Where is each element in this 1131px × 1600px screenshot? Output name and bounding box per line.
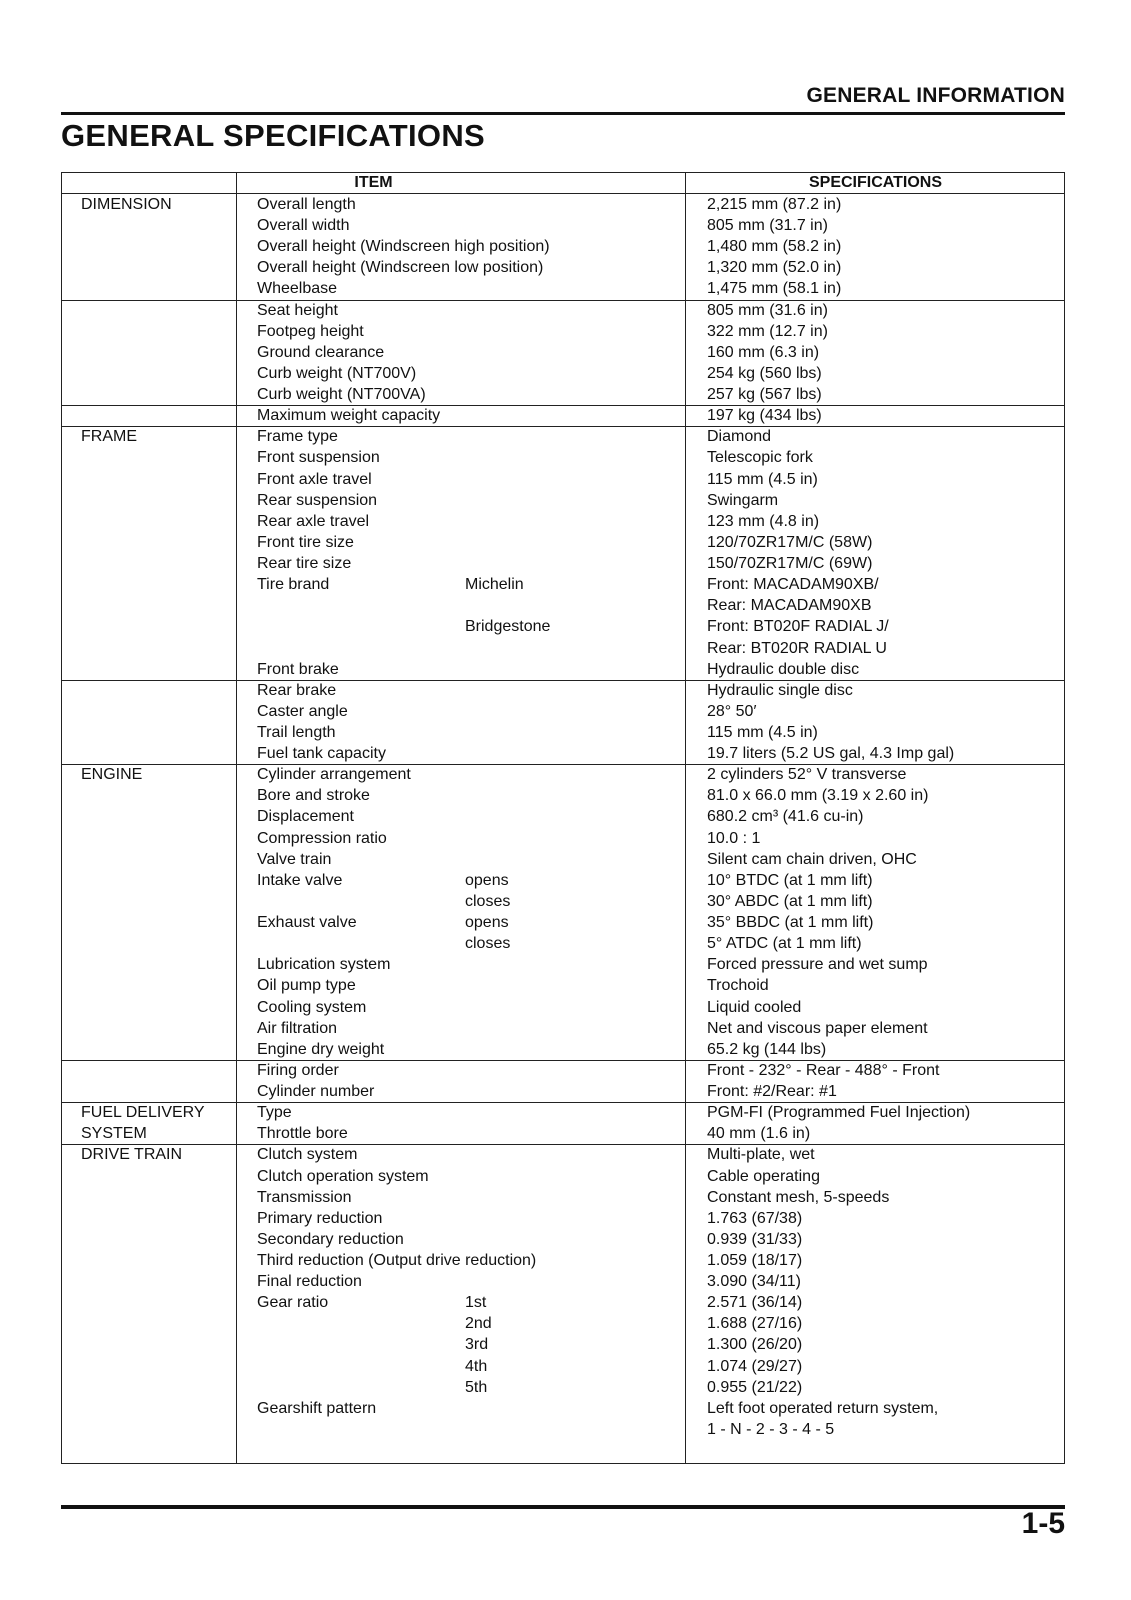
item-cell: Oil pump type: [257, 977, 356, 995]
specification-cell: PGM-FI (Programmed Fuel Injection): [707, 1104, 971, 1122]
item-cell: Cooling system: [257, 998, 367, 1016]
specification-cell: 123 mm (4.8 in): [707, 512, 820, 530]
row-group-divider: [62, 300, 1064, 301]
item-cell: Bore and stroke: [257, 787, 370, 805]
specification-cell: Front: #2/Rear: #1: [707, 1083, 837, 1101]
sub-item-cell: 1st: [465, 1294, 487, 1312]
item-cell: Footpeg height: [257, 322, 364, 340]
specification-cell: Diamond: [707, 428, 772, 446]
specification-cell: 0.939 (31/33): [707, 1230, 803, 1248]
specification-cell: 805 mm (31.7 in): [707, 217, 828, 235]
item-cell: Clutch system: [257, 1146, 358, 1164]
item-cell: Rear suspension: [257, 491, 378, 509]
specification-cell: 30° ABDC (at 1 mm lift): [707, 892, 873, 910]
item-cell: Fuel tank capacity: [257, 745, 386, 763]
section-header: GENERAL INFORMATION: [806, 84, 1065, 107]
item-cell: Third reduction (Output drive reduction): [257, 1252, 537, 1269]
category-cell: FRAME: [81, 428, 137, 446]
sub-item-cell: opens: [465, 914, 509, 932]
specification-cell: 1 - N - 2 - 3 - 4 - 5: [707, 1420, 835, 1438]
specification-cell: Trochoid: [707, 977, 769, 995]
column-header-specifications: SPECIFICATIONS: [808, 174, 943, 191]
row-group-divider: [62, 405, 1064, 406]
specification-cell: Hydraulic double disc: [707, 660, 860, 678]
specification-cell: 1.074 (29/27): [707, 1357, 803, 1375]
category-cell: DIMENSION: [81, 196, 172, 213]
specification-cell: 28° 50′: [707, 702, 757, 720]
item-cell: Rear axle travel: [257, 512, 370, 530]
row-group-divider: [62, 426, 1064, 427]
item-cell: Gearshift pattern: [257, 1399, 377, 1417]
specification-cell: 10.0 : 1: [707, 829, 761, 847]
item-cell: Type: [257, 1104, 292, 1122]
specification-cell: 197 kg (434 lbs): [707, 407, 822, 425]
specification-cell: 1.763 (67/38): [707, 1209, 803, 1227]
item-cell: Maximum weight capacity: [257, 407, 441, 425]
category-cell: DRIVE TRAIN: [81, 1146, 183, 1164]
item-cell: Overall length: [257, 196, 356, 213]
item-cell: Air filtration: [257, 1019, 338, 1037]
specification-cell: 115 mm (4.5 in): [707, 724, 818, 741]
specification-cell: Telescopic fork: [707, 449, 813, 467]
specification-cell: Rear: MACADAM90XB: [707, 597, 872, 615]
item-cell: Cylinder number: [257, 1083, 375, 1101]
item-cell: Intake valve: [257, 871, 343, 889]
item-cell: Cylinder arrangement: [257, 766, 411, 784]
sub-item-cell: 3rd: [465, 1336, 489, 1354]
item-cell: Overall width: [257, 217, 350, 235]
item-cell: Clutch operation system: [257, 1167, 429, 1185]
item-cell: Ground clearance: [257, 343, 385, 361]
specification-cell: 1,320 mm (52.0 in): [707, 259, 842, 277]
specification-cell: Hydraulic single disc: [707, 681, 853, 699]
specification-cell: 1,480 mm (58.2 in): [707, 238, 842, 256]
specification-cell: 35° BBDC (at 1 mm lift): [707, 914, 874, 932]
sub-item-cell: Michelin: [465, 576, 524, 594]
item-cell: Overall height (Windscreen low position): [257, 259, 544, 277]
item-cell: Throttle bore: [257, 1125, 348, 1143]
column-divider: [236, 173, 237, 1463]
column-header-item: ITEM: [354, 174, 393, 191]
item-cell: Front tire size: [257, 533, 354, 551]
header-rule: [61, 112, 1065, 115]
specification-cell: 115 mm (4.5 in): [707, 470, 818, 488]
specification-cell: Cable operating: [707, 1167, 820, 1185]
item-cell: Front suspension: [257, 449, 380, 467]
sub-item-cell: opens: [465, 871, 509, 889]
specification-cell: Front: BT020F RADIAL J/: [707, 618, 889, 636]
specification-cell: Silent cam chain driven, OHC: [707, 850, 917, 868]
item-cell: Curb weight (NT700V): [257, 364, 417, 382]
sub-item-cell: closes: [465, 892, 511, 910]
sub-item-cell: Bridgestone: [465, 618, 551, 636]
specification-cell: 1.059 (18/17): [707, 1252, 803, 1269]
item-cell: Curb weight (NT700VA): [257, 386, 426, 404]
specification-cell: 81.0 x 66.0 mm (3.19 x 2.60 in): [707, 787, 929, 805]
specification-cell: 160 mm (6.3 in): [707, 343, 820, 361]
specification-cell: 3.090 (34/11): [707, 1273, 801, 1291]
specifications-table: [61, 172, 1065, 1464]
specification-cell: Forced pressure and wet sump: [707, 956, 928, 974]
specification-cell: 120/70ZR17M/C (58W): [707, 533, 873, 551]
specification-cell: 254 kg (560 lbs): [707, 364, 822, 382]
item-cell: Caster angle: [257, 702, 348, 720]
category-cell: SYSTEM: [81, 1125, 147, 1143]
specification-cell: 19.7 liters (5.2 US gal, 4.3 Imp gal): [707, 745, 955, 763]
page-title: GENERAL SPECIFICATIONS: [61, 118, 485, 153]
item-cell: Displacement: [257, 808, 354, 826]
specification-cell: 322 mm (12.7 in): [707, 322, 828, 340]
specification-cell: Rear: BT020R RADIAL U: [707, 639, 887, 657]
item-cell: Secondary reduction: [257, 1230, 404, 1248]
header-divider: [62, 193, 1064, 194]
item-cell: Trail length: [257, 724, 336, 741]
sub-item-cell: 4th: [465, 1357, 488, 1375]
item-cell: Front brake: [257, 660, 339, 678]
specification-cell: Front - 232° - Rear - 488° - Front: [707, 1061, 940, 1079]
sub-item-cell: 5th: [465, 1378, 488, 1396]
specification-cell: 0.955 (21/22): [707, 1378, 803, 1396]
specification-cell: Front: MACADAM90XB/: [707, 576, 879, 594]
item-cell: Lubrication system: [257, 956, 391, 974]
item-cell: Front axle travel: [257, 470, 372, 488]
item-cell: Primary reduction: [257, 1209, 383, 1227]
item-cell: Frame type: [257, 428, 338, 446]
item-cell: Exhaust valve: [257, 914, 357, 932]
item-cell: Wheelbase: [257, 280, 338, 298]
footer-rule: [61, 1505, 1065, 1509]
item-cell: Final reduction: [257, 1273, 362, 1291]
specification-cell: 680.2 cm³ (41.6 cu-in): [707, 808, 864, 826]
item-cell: Transmission: [257, 1188, 352, 1206]
specification-cell: 150/70ZR17M/C (69W): [707, 555, 873, 573]
item-cell: Seat height: [257, 301, 338, 319]
row-group-divider: [62, 1144, 1064, 1145]
sub-item-cell: closes: [465, 935, 511, 953]
row-group-divider: [62, 680, 1064, 681]
specification-cell: 65.2 kg (144 lbs): [707, 1040, 827, 1058]
specification-cell: 805 mm (31.6 in): [707, 301, 828, 319]
item-cell: Firing order: [257, 1061, 339, 1079]
item-cell: Rear tire size: [257, 555, 352, 573]
item-cell: Valve train: [257, 850, 332, 868]
item-cell: Overall height (Windscreen high position): [257, 238, 550, 256]
specification-cell: 2,215 mm (87.2 in): [707, 196, 842, 213]
item-cell: Engine dry weight: [257, 1040, 385, 1058]
specification-cell: 5° ATDC (at 1 mm lift): [707, 935, 862, 953]
item-cell: Compression ratio: [257, 829, 387, 847]
specification-cell: Multi-plate, wet: [707, 1146, 815, 1164]
specification-cell: Left foot operated return system,: [707, 1399, 939, 1417]
specification-cell: 1,475 mm (58.1 in): [707, 280, 842, 298]
item-cell: Rear brake: [257, 681, 337, 699]
specification-cell: 40 mm (1.6 in): [707, 1125, 811, 1143]
specification-cell: Net and viscous paper element: [707, 1019, 928, 1037]
specification-cell: 1.688 (27/16): [707, 1315, 803, 1333]
specification-cell: 2 cylinders 52° V transverse: [707, 766, 907, 784]
specification-cell: Constant mesh, 5-speeds: [707, 1188, 890, 1206]
item-cell: Gear ratio: [257, 1294, 329, 1312]
category-cell: FUEL DELIVERY: [81, 1104, 205, 1122]
specification-cell: 2.571 (36/14): [707, 1294, 803, 1312]
item-cell: Tire brand: [257, 576, 330, 594]
specification-cell: Liquid cooled: [707, 998, 802, 1016]
specification-cell: 257 kg (567 lbs): [707, 386, 822, 404]
sub-item-cell: 2nd: [465, 1315, 492, 1333]
category-cell: ENGINE: [81, 766, 143, 784]
specification-cell: 10° BTDC (at 1 mm lift): [707, 871, 873, 889]
page-number: 1-5: [1021, 1507, 1065, 1540]
specification-cell: Swingarm: [707, 491, 779, 509]
specification-cell: 1.300 (26/20): [707, 1336, 803, 1354]
column-divider: [685, 173, 686, 1463]
